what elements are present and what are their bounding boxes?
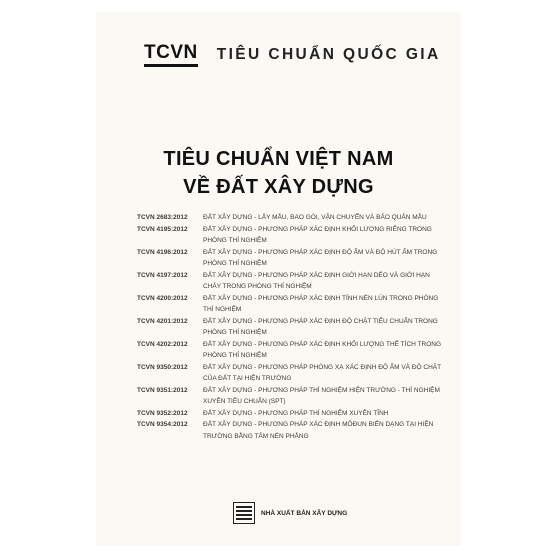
- standard-description: ĐẤT XÂY DỰNG - PHƯƠNG PHÁP PHÓNG XẠ XÁC ĐỊNH ĐỘ ẨM VÀ ĐỘ CHẶT CỦA ĐẤT TẠI HIỆN TRƯỜNG: [203, 363, 441, 382]
- standard-description: ĐẤT XÂY DỰNG - PHƯƠNG PHÁP XÁC ĐỊNH ĐỘ CHẶT TIÊU CHUẨN TRONG PHÒNG THÍ NGHIỆM: [203, 317, 438, 336]
- standard-item: [137, 385, 457, 408]
- standard-code: TCVN 9352:2012: [137, 409, 188, 417]
- standard-code: TCVN 4197:2012: [137, 271, 188, 279]
- standard-item: [137, 419, 457, 442]
- standard-code: TCVN 4195:2012: [137, 225, 188, 233]
- standard-item: [137, 316, 457, 339]
- standard-code: TCVN 9350:2012: [137, 363, 188, 371]
- standard-description: ĐẤT XÂY DỰNG - PHƯƠNG PHÁP THÍ NGHIỆM XUYÊN TĨNH: [203, 409, 389, 417]
- standard-item: [137, 408, 457, 420]
- standard-description: ĐẤT XÂY DỰNG - LẤY MẪU, BAO GÓI, VẬN CHUYỂN VÀ BẢO QUẢN MẪU: [203, 214, 427, 221]
- standard-item: [137, 247, 457, 270]
- publisher-name: NHÀ XUẤT BẢN XÂY DỰNG: [261, 509, 348, 517]
- book-title-line-2: VỀ ĐẤT XÂY DỰNG: [183, 176, 374, 198]
- standard-code: TCVN 9351:2012: [137, 386, 188, 394]
- standard-description: ĐẤT XÂY DỰNG - PHƯƠNG PHÁP XÁC ĐỊNH KHỐI LƯỢNG THỂ TÍCH TRONG PHÒNG THÍ NGHIỆM: [203, 340, 442, 359]
- standard-item: [137, 339, 457, 362]
- standards-list: [137, 212, 457, 442]
- book-cover: [97, 13, 460, 545]
- standard-item: [137, 293, 457, 316]
- standard-code: TCVN 2683:2012: [137, 214, 188, 221]
- standard-description: ĐẤT XÂY DỰNG - PHƯƠNG PHÁP XÁC ĐỊNH ĐỘ ẨM VÀ ĐỘ HÚT ẨM TRONG PHÒNG THÍ NGHIỆM: [203, 248, 438, 267]
- standard-item: [137, 224, 457, 247]
- book-title-line-1: TIÊU CHUẨN VIỆT NAM: [163, 148, 394, 170]
- standard-description: ĐẤT XÂY DỰNG - PHƯƠNG PHÁP XÁC ĐỊNH GIỚI HẠN DẺO VÀ GIỚI HẠN CHẢY TRONG PHÒNG THÍ NGHIỆM: [203, 271, 430, 290]
- standard-description: ĐẤT XÂY DỰNG - PHƯƠNG PHÁP XÁC ĐỊNH KHỐI LƯỢNG RIÊNG TRONG PHÒNG THÍ NGHIỆM: [203, 225, 432, 244]
- standard-code: TCVN 9354:2012: [137, 421, 188, 428]
- standard-code: TCVN 4201:2012: [137, 317, 188, 325]
- standard-description: ĐẤT XÂY DỰNG - PHƯƠNG PHÁP XÁC ĐỊNH MÔĐUN BIẾN DẠNG TẠI HIỆN TRƯỜNG BẰNG TẤM NÉN PHẲNG: [203, 421, 434, 440]
- standard-description: ĐẤT XÂY DỰNG - PHƯƠNG PHÁP XÁC ĐỊNH TÍNH NÉN LÚN TRONG PHÒNG THÍ NGHIỆM: [203, 294, 439, 313]
- standard-code: TCVN 4196:2012: [137, 248, 188, 256]
- standard-description: ĐẤT XÂY DỰNG - PHƯƠNG PHÁP THÍ NGHIỆM HIỆN TRƯỜNG - THÍ NGHIỆM XUYÊN TIÊU CHUẨN (SPT): [203, 386, 440, 405]
- standard-item: [137, 270, 457, 293]
- standard-code: TCVN 4202:2012: [137, 340, 188, 348]
- standard-item: [137, 212, 457, 224]
- standard-code: TCVN 4200:2012: [137, 294, 188, 302]
- standard-item: [137, 362, 457, 385]
- cover-header: [144, 43, 441, 67]
- tcvn-brand: TCVN: [144, 43, 198, 67]
- publisher-logo-icon: [233, 502, 255, 524]
- national-standard-label: TIÊU CHUẨN QUỐC GIA: [216, 46, 441, 63]
- publisher-block: [233, 502, 347, 524]
